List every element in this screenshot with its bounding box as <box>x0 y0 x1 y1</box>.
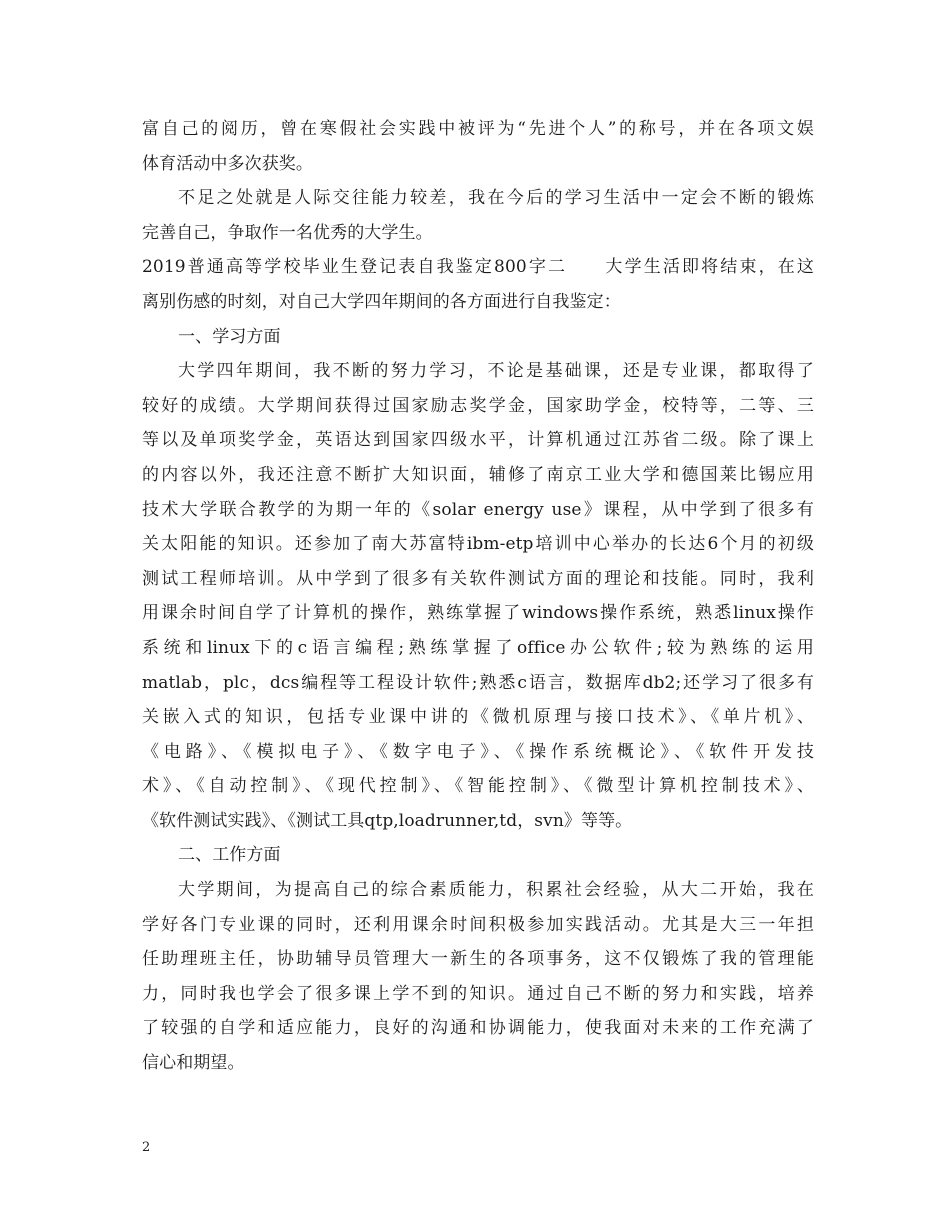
text-line: 等以及单项奖学金，英语达到国家四级水平，计算机通过江苏省二级。除了课上 <box>142 430 814 451</box>
text-line: 大学四年期间，我不断的努力学习，不论是基础课，还是专业课，都取得了 <box>178 361 814 382</box>
text-line: 富自己的阅历，曾在寒假社会实践中被评为“先进个人”的称号，并在各项文娱 <box>142 119 814 139</box>
text-line: 测试工程师培训。从中学到了很多有关软件测试方面的理论和技能。同时，我利 <box>142 568 814 589</box>
text-line: 信心和期望。 <box>142 1053 245 1074</box>
text-line: 《电路》、《模拟电子》、《数字电子》、《操作系统概论》、《软件开发技 <box>142 741 814 762</box>
text-line: 较好的成绩。大学期间获得过国家励志奖学金，国家助学金，校特等，二等、三 <box>142 395 814 416</box>
text-line: 了较强的自学和适应能力，良好的沟通和协调能力，使我面对未来的工作充满了 <box>142 1018 814 1039</box>
text-line: 一、学习方面 <box>178 326 281 347</box>
document-body <box>142 112 814 1081</box>
text-line: 术》、《自动控制》、《现代控制》、《智能控制》、《微型计算机控制技术》、 <box>142 776 814 797</box>
text-line: 关嵌入式的知识，包括专业课中讲的《微机原理与接口技术》、《单片机》、 <box>142 707 814 728</box>
text-line: 力，同时我也学会了很多课上学不到的知识。通过自己不断的努力和实践，培养 <box>142 983 814 1004</box>
text-line: 学好各门专业课的同时，还利用课余时间积极参加实践活动。尤其是大三一年担 <box>142 914 814 935</box>
text-line: 任助理班主任，协助辅导员管理大一新生的各项事务，这不仅锻炼了我的管理能 <box>142 949 814 970</box>
text-line: matlab，plc，dcs编程等工程设计软件;熟悉c语言，数据库db2;还学习了很多有 <box>142 672 814 693</box>
text-line: 《软件测试实践》、《测试工具qtp,loadrunner,td，svn》等等。 <box>142 810 633 831</box>
text-line: 大学期间，为提高自己的综合素质能力，积累社会经验，从大二开始，我在 <box>178 880 814 901</box>
text-line: 关太阳能的知识。还参加了南大苏富特ibm-etp培训中心举办的长达6个月的初级 <box>142 534 814 555</box>
text-line: 系统和linux下的c语言编程;熟练掌握了office办公软件;较为熟练的运用 <box>142 637 814 658</box>
page-number: 2 <box>142 1140 151 1155</box>
text-line: 2019普通高等学校毕业生登记表自我鉴定800字二 大学生活即将结束，在这 <box>142 257 814 278</box>
text-line: 用课余时间自学了计算机的操作，熟练掌握了windows操作系统，熟悉linux操作 <box>142 603 814 624</box>
text-line: 体育活动中多次获奖。 <box>142 153 313 174</box>
text-line: 的内容以外，我还注意不断扩大知识面，辅修了南京工业大学和德国莱比锡应用 <box>142 464 814 485</box>
text-line: 技术大学联合教学的为期一年的《solar energy use》课程，从中学到了很多有 <box>142 499 814 520</box>
text-line: 离别伤感的时刻，对自己大学四年期间的各方面进行自我鉴定： <box>142 291 621 312</box>
text-line: 二、工作方面 <box>178 845 281 866</box>
text-line: 完善自己，争取作一名优秀的大学生。 <box>142 222 433 243</box>
text-line: 不足之处就是人际交往能力较差，我在今后的学习生活中一定会不断的锻炼 <box>178 188 814 209</box>
